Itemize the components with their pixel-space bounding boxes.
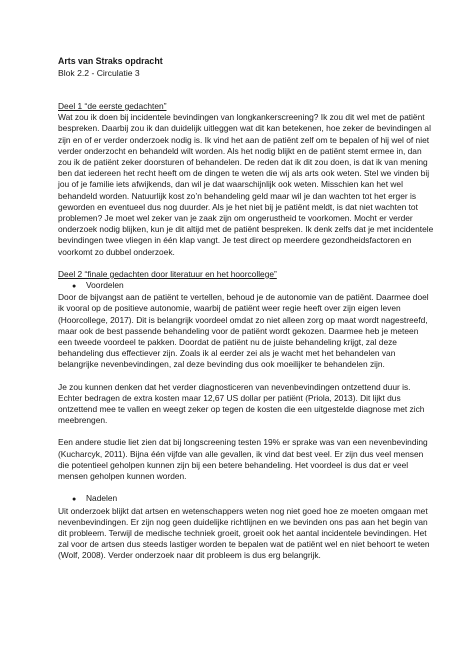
spacer — [58, 482, 434, 493]
section-2-paragraph-2: Je zou kunnen denken dat het verder diagnosticeren van nevenbevindingen ontzettend duur is. Echter bedragen de extra kosten maar 12,67 US dollar per patiënt (Priola, 2013). Dit lijkt dus ontzettend mee te vallen en weegt zeker op tegen de kosten die een uitgestelde diagnose met zich meebrengen. — [58, 381, 425, 426]
bullet-dot-icon: ● — [72, 496, 77, 504]
bullet-dot-icon: ● — [72, 283, 77, 291]
spacer — [58, 258, 434, 269]
section-2-heading: Deel 2 “finale gedachten door literatuur en het hoorcollege” — [58, 268, 277, 279]
bullet-voordelen — [58, 280, 434, 292]
document-title: Arts van Straks opdracht — [58, 56, 163, 66]
bullet-nadelen-label: Nadelen — [86, 493, 118, 504]
section-2-paragraph-4: Uit onderzoek blijkt dat artsen en wetenschappers weten nog niet goed hoe ze moeten omgaan met nevenbevindingen. Er zijn nog geen duidelijke richtlijnen en we bevinden ons pas aan het begin van dit probleem. Terwijl de medische techniek groeit, groeit ook het aantal incidentele bevindingen. Het zal voor de artsen dus steeds lastiger worden te bepalen wat de patiënt wel en niet behoort te weten (Wolf, 2008). Verder onderzoek naar dit probleem is dus erg belangrijk. — [58, 505, 430, 561]
document-subtitle: Blok 2.2 - Circulatie 3 — [58, 67, 140, 78]
section-2-paragraph-1: Door de bijvangst aan de patiënt te vertellen, behoud je de autonomie van de patiënt. Daarmee doel ik vooral op de positieve autonomie, waarbij de patiënt weer regie heeft over zijn eigen leven (Hoorcollege, 2017). Dit is belangrijk voordeel omdat zo niet alleen zorg op maat wordt nagestreefd, maar ook de best passende behandeling voor de patiënt wordt gekozen. Daarmee heb je meteen een tweede voordeel te pakken. Doordat de patiënt nu de juiste behandeling krijgt, zal deze behandeling dus effectiever zijn. Zoals ik al eerder zei als je wacht met het behandelen van belangrijke nevenbevindingen, zal deze bevinding dus ook moeilijker te behandelen zijn. — [58, 292, 429, 370]
section-1-body: Wat zou ik doen bij incidentele bevindingen van longkankerscreening? Ik zou dit wel met de patiënt bespreken. Daarbij zou ik dan duidelijk uitleggen wat dit kan betekenen, hoe zeker de bevindingen al zijn en of er verder onderzoek nodig is. Ik vind het aan de patiënt zelf om te bepalen of hij wel of niet verder onderzocht en behandeld wilt worden. Als het nodig blijkt en de patiënt stemt ermee in, dan zou ik de patiënt zeker doorsturen of behandelen. De reden dat ik dit zou doen, is dat ik van mening ben dat iedereen het recht heeft om de dingen te weten die wij als arts ook weten. Stel we vinden bij jou of je familie iets afwijkends, dan wil je dat waarschijnlijk ook weten. Misschien kan het wel behandeld worden. Natuurlijk kost zo’n behandeling geld maar wil je dan wachten tot het erger is geworden en eventueel dus nog duurder. Als je het niet bij je patiënt meldt, is dat niet wachten tot problemen? Je moet wel zeker van je zaak zijn om ongerustheid te voorkomen. Mocht er verder onderzoek nodig blijken, kun je dit altijd met de patiënt bespreken. Ik denk zelfs dat je met incidentele bevindingen twee vliegen in één klap vangt. Je test direct op meerdere gezondheidsfactoren en voorkomt zo dubbel onderzoek. — [58, 112, 434, 257]
bullet-nadelen — [58, 493, 434, 505]
spacer — [58, 426, 434, 437]
section-2-paragraph-3: Een andere studie liet zien dat bij longscreening testen 19% er sprake was van een nevenbevinding (Kucharcyk, 2011). Bijna één vijfde van alle gevallen, ik vind dat best veel. Er zijn dus veel mensen die potentieel geholpen kunnen zijn bij een betere behandeling. Het voordeel is dus dat er veel mensen geholpen kunnen worden. — [58, 437, 428, 482]
spacer — [58, 371, 434, 382]
section-1-heading: Deel 1 “de eerste gedachten” — [58, 101, 167, 111]
bullet-voordelen-label: Voordelen — [86, 280, 124, 291]
